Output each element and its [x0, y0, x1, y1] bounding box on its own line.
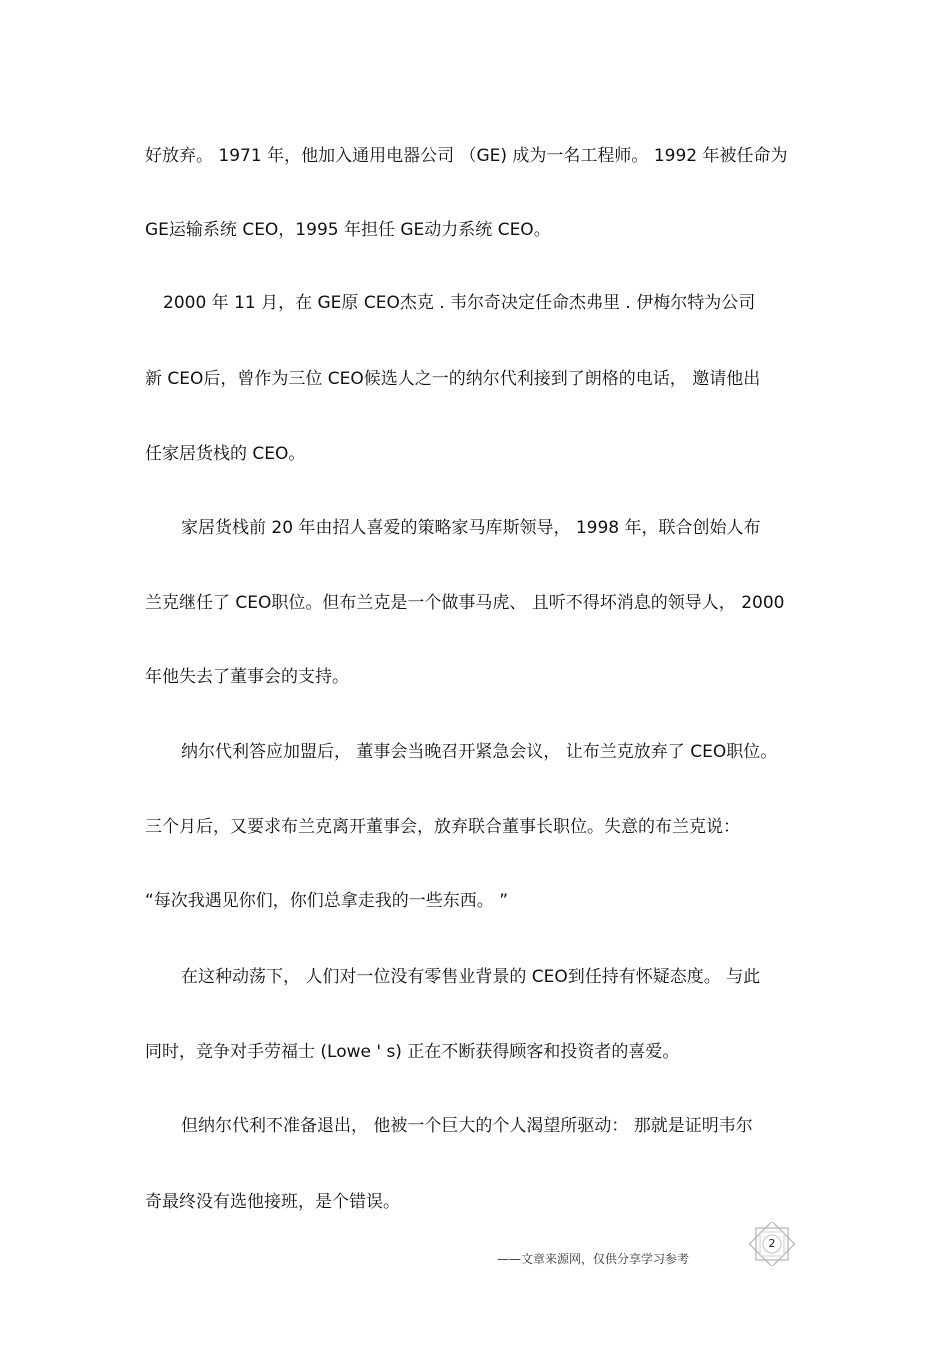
text-line: GE运输系统 CEO，1995 年担任 GE动力系统 CEO。 — [145, 220, 551, 240]
text-line: 兰克继任了 CEO职位。但布兰克是一个做事马虎、 且听不得坏消息的领导人， 2000 — [145, 593, 785, 613]
text-line: 但纳尔代利不准备退出， 他被一个巨大的个人渴望所驱动： 那就是证明韦尔 — [181, 1116, 753, 1136]
page-number-badge — [748, 1222, 796, 1266]
text-line: 同时，竞争对手劳福士 (Lowe ' s) 正在不断获得顾客和投资者的喜爱。 — [145, 1042, 680, 1062]
text-line: 在这种动荡下， 人们对一位没有零售业背景的 CEO到任持有怀疑态度。 与此 — [181, 967, 761, 987]
page-number: 2 — [768, 1237, 776, 1250]
text-line: “每次我遇见你们，你们总拿走我的一些东西。 ” — [145, 891, 509, 911]
footer-source-note: ——文章来源网，仅供分享学习参考 — [497, 1252, 690, 1266]
text-line: 新 CEO后，曾作为三位 CEO候选人之一的纳尔代利接到了朗格的电话， 邀请他出 — [145, 369, 761, 389]
text-line: 纳尔代利答应加盟后， 董事会当晚召开紧急会议， 让布兰克放弃了 CEO职位。 — [181, 742, 778, 762]
text-line: 三个月后，又要求布兰克离开董事会，放弃联合董事长职位。失意的布兰克说： — [145, 817, 740, 837]
text-line: 2000 年 11 月，在 GE原 CEO杰克 . 韦尔奇决定任命杰弗里 . 伊梅尔特为公司 — [163, 293, 756, 313]
text-line: 家居货栈前 20 年由招人喜爱的策略家马库斯领导， 1998 年，联合创始人布 — [181, 518, 761, 538]
text-line: 任家居货栈的 CEO。 — [145, 444, 306, 464]
text-line: 奇最终没有选他接班，是个错误。 — [145, 1192, 400, 1212]
text-line: 好放弃。 1971 年，他加入通用电器公司 （GE) 成为一名工程师。 1992 年被任命为 — [145, 146, 788, 166]
text-line: 年他失去了董事会的支持。 — [145, 667, 349, 687]
